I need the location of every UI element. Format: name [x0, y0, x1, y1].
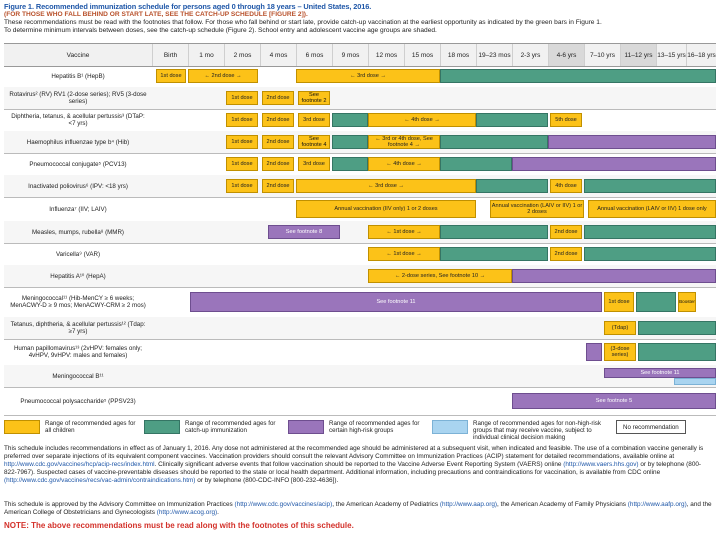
header-2-3yrs: 2-3 yrs: [512, 44, 548, 66]
notes-text: This schedule includes recommendations in effect as of January 1, 2016. Any dose not administered at the recommended age should be administered at a subsequent visit, when indicated and feasible. The use of a combination vaccine generally is preferred over separate injections of its equivalent component vaccines. Vaccination providers should consult the relevant Advisory Committee on Immunization Practices (ACIP) statement for detailed recommendations, available online at: [4, 445, 704, 460]
row-ipv: [4, 175, 716, 198]
menb-high-risk: See footnote 11: [604, 368, 716, 378]
hepa-series: ← 2-dose series, See footnote 10 →: [368, 269, 512, 283]
row-hepb: [4, 65, 716, 88]
hib-catchup-1: [332, 135, 368, 149]
catch-up-notice: (FOR THOSE WHO FALL BEHIND OR START LATE, SEE THE CATCH-UP SCHEDULE [FIGURE 2]).: [4, 11, 308, 18]
row-hpv: [4, 339, 716, 366]
menacwy-high-risk: See footnote 11: [190, 292, 602, 312]
ipv-dose-4: 4th dose: [550, 179, 582, 193]
flu-iiv-only: Annual vaccination (IIV only) 1 or 2 doses: [296, 200, 476, 218]
header-4mos: 4 mos: [260, 44, 296, 66]
dtap-catchup-2: [476, 113, 548, 127]
legend-swatch-green: [144, 420, 180, 434]
legend-label: Range of recommended ages for catch-up immunization: [185, 420, 276, 434]
var-dose-1: ← 1st dose →: [368, 247, 440, 261]
header-12mos: 12 mos: [368, 44, 404, 66]
hib-high-risk: [548, 135, 716, 149]
header-18mos: 18 mos: [440, 44, 476, 66]
header-2mos: 2 mos: [224, 44, 260, 66]
row-pcv13: [4, 153, 716, 176]
pcv-dose-4: ← 4th dose →: [368, 157, 440, 171]
intro-line-2: To determine minimum intervals between doses, see the catch-up schedule (Figure 2). School entry and adolescent vaccine age groups are shaded.: [4, 27, 437, 34]
hepa-high-risk: [512, 269, 716, 283]
vaccine-label: Inactivated poliovirus⁶ (IPV: <18 yrs): [28, 182, 128, 190]
acip-link[interactable]: (http://www.cdc.gov/vaccines/acip): [234, 501, 333, 508]
pcv-catchup-1: [332, 157, 368, 171]
vaccine-label: Pneumococcal polysaccharide⁵ (PPSV23): [20, 397, 136, 405]
approval-text: , the American Academy of Family Physicians: [497, 501, 626, 508]
footnote-reminder: NOTE: The above recommendations must be read along with the footnotes of this schedule.: [4, 521, 354, 530]
approval-text: , and the American College of Obstetricians and Gynecologists: [4, 501, 712, 516]
row-varicella: [4, 243, 716, 266]
legend-label: Range of recommended ages for certain high-risk groups: [329, 420, 420, 434]
hepb-dose-3: ← 3rd dose →: [296, 69, 440, 83]
menacwy-catchup: [636, 292, 676, 312]
vaccine-label: Tetanus, diphtheria, & acellular pertussis¹² (Tdap: ≥7 yrs): [10, 321, 146, 335]
header-vaccine: Vaccine: [66, 51, 90, 59]
schedule-notes: [4, 445, 712, 485]
notes-text: or by telephone (800-822-7967). Suspected cases of vaccine-preventable diseases should be reported to the state or local health department. Additional information, including precautions and contraindications for vaccination, is available from CDC online: [4, 461, 702, 476]
aafp-link[interactable]: (http://www.aafp.org): [627, 501, 687, 508]
flu-laiv-or-iiv-1-2: Annual vaccination (LAIV or IIV) 1 or 2 doses: [490, 200, 584, 218]
hpv-catchup: [638, 343, 716, 361]
dtap-dose-1: 1st dose: [226, 113, 258, 127]
dtap-dose-4: ← 4th dose →: [368, 113, 476, 127]
hpv-high-risk: [586, 343, 602, 361]
pcv-dose-2: 2nd dose: [262, 157, 294, 171]
row-hib: [4, 131, 716, 154]
dtap-dose-5: 5th dose: [550, 113, 582, 127]
hib-footnote: See footnote 4: [298, 135, 330, 149]
row-dtap: [4, 109, 716, 132]
header-9mos: 9 mos: [332, 44, 368, 66]
legend: [4, 418, 716, 441]
notes-text: or by telephone (800-CDC-INFO [800-232-4636]).: [197, 477, 339, 484]
header-13-15yrs: 13–15 yrs: [656, 44, 686, 66]
tdap-dose: (Tdap): [604, 321, 636, 335]
header-16-18yrs: 16–18 yrs: [686, 44, 716, 66]
mmr-dose-1: ← 1st dose →: [368, 225, 440, 239]
legend-item-all-children: [4, 420, 138, 438]
hib-catchup-2: [440, 135, 548, 149]
mmr-high-risk: See footnote 8: [268, 225, 340, 239]
row-influenza: [4, 197, 716, 222]
ppsv23-high-risk: See footnote 5: [512, 393, 716, 409]
vaccine-label: Diphtheria, tetanus, & acellular pertussis³ (DTaP: <7 yrs): [11, 113, 145, 127]
acog-link[interactable]: (http://www.acog.org): [156, 509, 218, 516]
pcv-catchup-2: [440, 157, 512, 171]
mmr-dose-2: 2nd dose: [550, 225, 582, 239]
vaccine-label: Varicella⁹ (VAR): [55, 250, 101, 258]
header-15mos: 15 mos: [404, 44, 440, 66]
intro-line-1: These recommendations must be read with the footnotes that follow. For those who fall behind or start late, provide catch-up vaccination at the earliest opportunity as indicated by the green bars in Figure 1.: [4, 19, 602, 26]
hepb-dose-2: ← 2nd dose →: [188, 69, 258, 83]
row-rotavirus: [4, 87, 716, 110]
contraindications-link[interactable]: (http://www.cdc.gov/vaccines/recs/vac-admin/contraindications.htm): [4, 477, 196, 484]
header-birth: Birth: [152, 44, 188, 66]
header-7-10yrs: 7–10 yrs: [584, 44, 620, 66]
vaccine-label: Human papillomavirus¹³ (2vHPV: females only; 4vHPV, 9vHPV: males and females): [13, 345, 143, 359]
legend-no-recommendation-box: No recommendation: [616, 420, 686, 434]
flu-laiv-or-iiv-1: Annual vaccination (LAIV or IIV) 1 dose only: [588, 200, 716, 218]
pcv-dose-1: 1st dose: [226, 157, 258, 171]
vaccine-label: Haemophilus influenzae type b⁴ (Hib): [26, 138, 130, 146]
aap-link[interactable]: (http://www.aap.org): [439, 501, 498, 508]
tdap-catchup: [638, 321, 716, 335]
approval-text: , the American Academy of Pediatrics: [332, 501, 439, 508]
hepb-catchup: [440, 69, 716, 83]
vaccine-label: Measles, mumps, rubella⁸ (MMR): [31, 228, 124, 236]
hib-dose-3-4: ← 3rd or 4th dose, See footnote 4 →: [368, 135, 440, 149]
legend-label: Range of recommended ages for non-high-risk groups that may receive vaccine, subject to individual clinical decision making: [473, 420, 601, 441]
var-catchup-2: [584, 247, 716, 261]
ipv-dose-3: ← 3rd dose →: [296, 179, 476, 193]
var-catchup-1: [440, 247, 548, 261]
ipv-dose-2: 2nd dose: [262, 179, 294, 193]
legend-swatch-yellow: [4, 420, 40, 434]
row-hepa: [4, 265, 716, 288]
legend-item-high-risk: [288, 420, 428, 438]
vaccine-label: Rotavirus² (RV) RV1 (2-dose series); RV5 (3-dose series): [9, 91, 147, 105]
header-19-23mos: 19–23 mos: [476, 44, 512, 66]
row-mmr: [4, 221, 716, 244]
legend-swatch-light-blue: [432, 420, 468, 434]
row-menb: [4, 365, 716, 388]
pcv-dose-3: 3rd dose: [298, 157, 330, 171]
legend-item-no-recommendation: [616, 420, 714, 438]
acip-recs-link[interactable]: http://www.cdc.gov/vaccines/hcp/acip-recs/index.html: [4, 461, 155, 468]
vaccine-label: Meningococcal B¹¹: [52, 372, 104, 380]
row-meningococcal: [4, 287, 716, 318]
row-ppsv23: [4, 387, 716, 416]
vaccine-label: Hepatitis A¹⁰ (HepA): [50, 272, 106, 280]
ipv-catchup-1: [476, 179, 548, 193]
hib-dose-2: 2nd dose: [262, 135, 294, 149]
legend-item-non-high-risk: [432, 420, 612, 441]
ipv-dose-1: 1st dose: [226, 179, 258, 193]
menacwy-dose-1: 1st dose: [604, 292, 634, 312]
vaers-link[interactable]: (http://www.vaers.hhs.gov): [563, 461, 639, 468]
header-11-12yrs: 11–12 yrs: [620, 44, 656, 66]
approval-notes: This schedule is approved by the Advisory Committee on Immunization Practices (http://www.cdc.gov/vaccines/acip), the American Academy of Pediatrics (http://www.aap.org), the American Academy of Family Physicians (http://www.aafp.org), and the American College of Obstetricians and Gynecologists (http://www.acog.org).: [4, 501, 712, 516]
legend-swatch-purple: [288, 420, 324, 434]
dtap-catchup-1: [332, 113, 368, 127]
vaccine-label: Hepatitis B¹ (HepB): [51, 72, 105, 80]
menacwy-booster: Booster: [678, 292, 696, 312]
dtap-dose-3: 3rd dose: [298, 113, 330, 127]
hib-dose-1: 1st dose: [226, 135, 258, 149]
hepb-dose-1: 1st dose: [156, 69, 186, 83]
approval-text: This schedule is approved by the Advisory Committee on Immunization Practices: [4, 501, 233, 508]
hpv-series: (3-dose series): [604, 343, 636, 361]
header-4-6yrs: 4-6 yrs: [548, 44, 584, 66]
notes-text: . Clinically significant adverse events that follow vaccination should be reported to the Vaccine Adverse Event Reporting System (VAERS) online: [154, 461, 562, 468]
vaccine-label: Meningococcal¹¹ (Hib-MenCY ≥ 6 weeks; MenACWY-D ≥ 9 mos; MenACWY-CRM ≥ 2 mos): [10, 295, 146, 309]
pcv-high-risk: [512, 157, 716, 171]
rv-footnote: See footnote 2: [298, 91, 330, 105]
ipv-catchup-2: [584, 179, 716, 193]
header-1mo: 1 mo: [188, 44, 224, 66]
dtap-dose-2: 2nd dose: [262, 113, 294, 127]
vaccine-label: Pneumococcal conjugate⁵ (PCV13): [29, 160, 127, 168]
header-6mos: 6 mos: [296, 44, 332, 66]
intro-text: [4, 11, 712, 35]
rv-dose-2: 2nd dose: [262, 91, 294, 105]
rv-dose-1: 1st dose: [226, 91, 258, 105]
row-tdap: [4, 317, 716, 340]
vaccine-label: Influenza⁷ (IIV; LAIV): [49, 205, 107, 213]
legend-label: Range of recommended ages for all children: [45, 420, 136, 434]
mmr-catchup-2: [584, 225, 716, 239]
legend-item-catch-up: [144, 420, 284, 438]
figure-title: Figure 1. Recommended immunization schedule for persons aged 0 through 18 years – United States, 2016.: [4, 2, 372, 11]
var-dose-2: 2nd dose: [550, 247, 582, 261]
age-header-row: [4, 43, 716, 67]
menb-clinical-decision: [674, 378, 716, 385]
mmr-catchup-1: [440, 225, 548, 239]
